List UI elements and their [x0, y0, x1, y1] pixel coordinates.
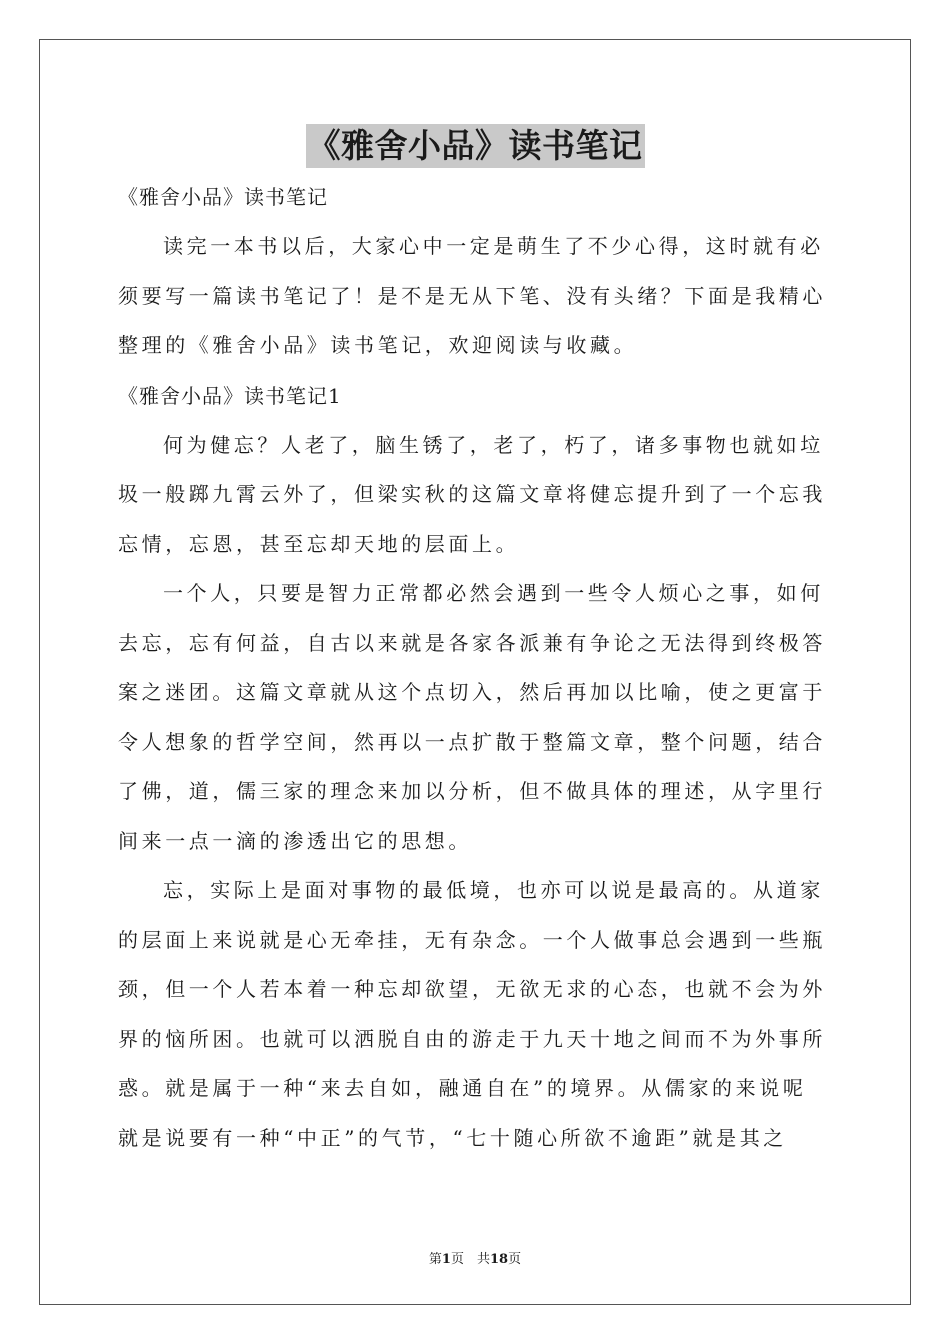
document-subtitle: 《雅舍小品》读书笔记 [118, 185, 328, 209]
text-line: 何为健忘？人老了，脑生锈了，老了，朽了，诸多事物也就如垃 [163, 432, 824, 457]
footer-suffix: 页 [508, 1252, 522, 1267]
text-line: 间来一点一滴的渗透出它的思想。 [118, 828, 472, 853]
text-line: 了佛，道，儒三家的理念来加以分析，但不做具体的理述，从字里行 [118, 779, 826, 803]
text-line: 就是说要有一种“中正”的气节，“七十随心所欲不逾距”就是其之 [118, 1125, 787, 1150]
text-line: 去忘，忘有何益，自古以来就是各家各派兼有争论之无法得到终极答 [118, 630, 826, 655]
intro-paragraph [118, 222, 832, 371]
intro-line: 整理的《雅舍小品》读书笔记，欢迎阅读与收藏。 [118, 333, 638, 357]
text-line: 的层面上来说就是心无牵挂，无有杂念。一个人做事总会遇到一些瓶 [118, 927, 826, 952]
footer-middle: 页 共 [450, 1252, 490, 1267]
total-page-count: 18 [489, 1252, 509, 1267]
section-heading: 《雅舍小品》读书笔记1 [118, 383, 342, 408]
text-line: 圾一般踯九霄云外了，但梁实秋的这篇文章将健忘提升到了一个忘我 [118, 482, 826, 506]
page-footer [0, 1248, 950, 1267]
text-line: 令人想象的哲学空间，然再以一点扩散于整篇文章，整个问题，结合 [118, 729, 826, 754]
footer-prefix: 第 [428, 1252, 442, 1267]
current-page-number: 1 [441, 1252, 451, 1267]
paragraph-2 [118, 569, 832, 866]
text-line: 案之迷团。这篇文章就从这个点切入，然后再加以比喻，使之更富于 [118, 680, 826, 704]
document-title: 《雅舍小品》读书笔记 [306, 124, 645, 168]
paragraph-3 [118, 866, 832, 1163]
intro-line: 须要写一篇读书笔记了！是不是无从下笔、没有头绪？下面是我精心 [118, 283, 826, 308]
text-line: 惑。就是属于一种“来去自如，融通自在”的境界。从儒家的来说呢 [118, 1076, 807, 1100]
title-block [118, 124, 832, 172]
paragraph-1 [118, 421, 832, 570]
text-line: 一个人，只要是智力正常都必然会遇到一些令人烦心之事，如何 [163, 581, 824, 605]
document-body [118, 124, 832, 1163]
text-line: 忘，实际上是面对事物的最低境，也亦可以说是最高的。从道家 [163, 878, 824, 902]
text-line: 颈，但一个人若本着一种忘却欲望，无欲无求的心态，也就不会为外 [118, 977, 826, 1001]
text-line: 界的恼所困。也就可以洒脱自由的游走于九天十地之间而不为外事所 [118, 1026, 826, 1051]
text-line: 忘情，忘恩，甚至忘却天地的层面上。 [118, 531, 520, 556]
intro-line: 读完一本书以后，大家心中一定是萌生了不少心得，这时就有必 [163, 234, 824, 258]
